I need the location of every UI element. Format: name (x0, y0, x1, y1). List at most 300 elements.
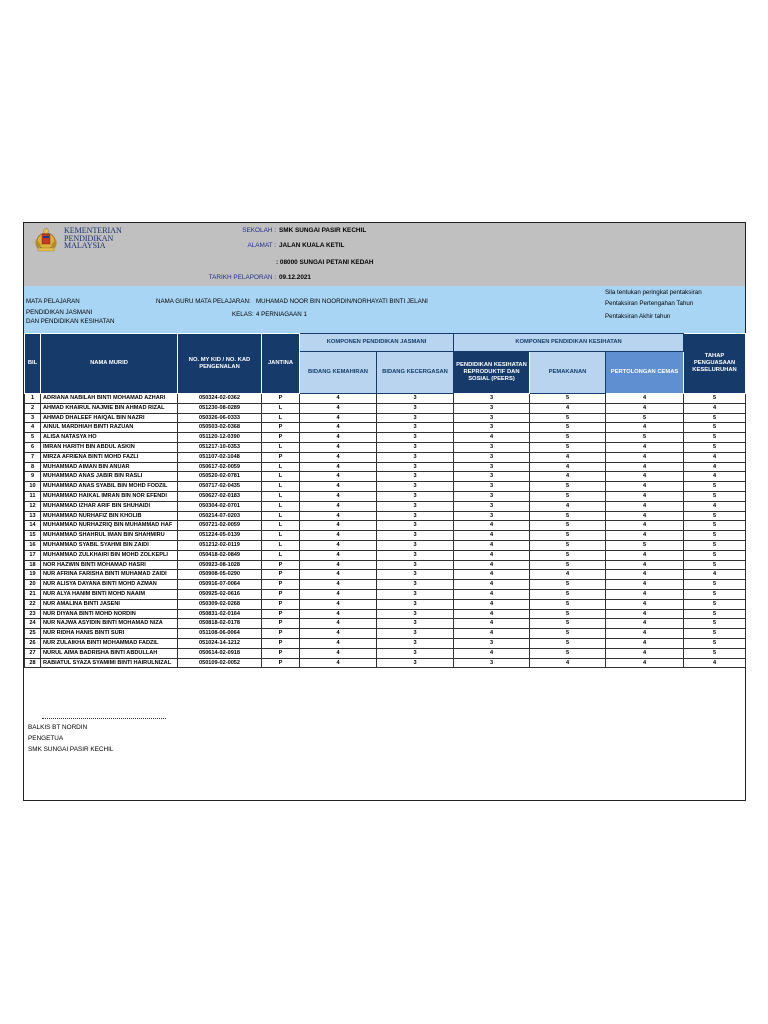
table-cell: 22 (25, 599, 41, 609)
table-cell: 4 (530, 403, 606, 413)
teacher-value: MUHAMAD NOOR BIN NOORDIN/NORHAYATI BINTI JELANI (256, 298, 428, 305)
table-row (25, 394, 746, 404)
table-cell: 5 (684, 433, 746, 443)
table-cell: 5 (530, 609, 606, 619)
table-cell: 050614-02-0918 (178, 648, 262, 658)
table-cell: 050721-02-0059 (178, 521, 262, 531)
table-cell: 5 (530, 580, 606, 590)
table-cell: NUR ALYA HANIM BINTI MOHD NAAIM (41, 589, 178, 599)
table-cell: 4 (300, 589, 377, 599)
table-cell: 3 (377, 638, 454, 648)
table-cell: P (262, 423, 300, 433)
table-cell: 5 (530, 491, 606, 501)
table-cell: 5 (684, 423, 746, 433)
table-row (25, 638, 746, 648)
table-cell: MUHAMMAD HAIKAL IMRAN BIN NOR EFENDI (41, 491, 178, 501)
table-cell: 4 (300, 570, 377, 580)
table-cell: 5 (684, 540, 746, 550)
table-cell: 4 (606, 648, 684, 658)
table-cell: 5 (684, 609, 746, 619)
header-group-pj: KOMPONEN PENDIDIKAN JASMANI (300, 334, 454, 352)
table-cell: 4 (530, 658, 606, 668)
table-cell: 23 (25, 609, 41, 619)
table-cell: 4 (454, 580, 530, 590)
table-cell: 4 (300, 452, 377, 462)
table-cell: 4 (606, 472, 684, 482)
table-cell: 4 (606, 521, 684, 531)
table-cell: P (262, 638, 300, 648)
table-cell: 4 (300, 501, 377, 511)
table-cell: 10 (25, 482, 41, 492)
header-tahap: TAHAP PENGUASAAN KESELURUHAN (684, 334, 746, 394)
table-cell: 4 (684, 501, 746, 511)
table-cell: P (262, 609, 300, 619)
table-cell: L (262, 491, 300, 501)
table-cell: 4 (454, 521, 530, 531)
assessment-option-mid-year[interactable]: Pentaksiran Pertengahan Tahun (605, 300, 694, 307)
table-cell: 5 (684, 413, 746, 423)
table-cell: 051212-02-0119 (178, 540, 262, 550)
table-cell: 7 (25, 452, 41, 462)
table-cell: AHMAD DHALEEF HAIQAL BIN NAZRI (41, 413, 178, 423)
table-cell: 4 (300, 619, 377, 629)
table-cell: 3 (377, 540, 454, 550)
table-cell: RABIATUL SYAZA SYAMIMI BINTI HAIRULNIZAL (41, 658, 178, 668)
table-cell: 18 (25, 560, 41, 570)
table-cell: 5 (684, 629, 746, 639)
table-cell: 5 (684, 619, 746, 629)
table-cell: 051024-14-1212 (178, 638, 262, 648)
table-cell: 27 (25, 648, 41, 658)
table-cell: 4 (454, 648, 530, 658)
table-cell: 4 (454, 433, 530, 443)
table-cell: 4 (530, 501, 606, 511)
table-cell: 4 (454, 609, 530, 619)
table-cell: 5 (684, 560, 746, 570)
table-cell: 050304-02-0701 (178, 501, 262, 511)
ministry-name: KEMENTERIAN PENDIDIKAN MALAYSIA (64, 226, 122, 251)
table-cell: 5 (684, 589, 746, 599)
table-cell: 5 (684, 599, 746, 609)
table-cell: P (262, 599, 300, 609)
table-cell: 12 (25, 501, 41, 511)
table-cell: 5 (530, 540, 606, 550)
table-cell: 5 (684, 638, 746, 648)
table-body (25, 394, 746, 668)
table-row (25, 619, 746, 629)
table-cell: 4 (606, 589, 684, 599)
table-cell: P (262, 619, 300, 629)
table-cell: 3 (454, 501, 530, 511)
table-cell: 4 (606, 403, 684, 413)
table-cell: 3 (377, 462, 454, 472)
table-cell: 5 (684, 648, 746, 658)
table-cell: 3 (377, 609, 454, 619)
table-cell: 3 (377, 658, 454, 668)
table-cell: 4 (454, 570, 530, 580)
subject-line-2: PENDIDIKAN JASMANI (26, 309, 93, 316)
table-cell: 4 (454, 531, 530, 541)
table-cell: 4 (606, 452, 684, 462)
table-cell: 11 (25, 491, 41, 501)
header-nama: NAMA MURID (41, 334, 178, 394)
table-cell: 3 (454, 413, 530, 423)
table-cell: 3 (377, 531, 454, 541)
table-cell: 051217-10-0353 (178, 442, 262, 452)
table-cell: MIRZA AFRIENA BINTI MOHD FAZLI (41, 452, 178, 462)
student-results-table (24, 333, 746, 668)
table-cell: 4 (454, 589, 530, 599)
table-row (25, 589, 746, 599)
table-cell: 4 (606, 609, 684, 619)
table-cell: 5 (530, 619, 606, 629)
sekolah-value: SMK SUNGAI PASIR KECHIL (279, 227, 367, 234)
table-row (25, 531, 746, 541)
table-cell: L (262, 482, 300, 492)
table-cell: P (262, 648, 300, 658)
alamat-line-1: JALAN KUALA KETIL (279, 242, 345, 249)
table-cell: IMRAN HARITH BIN ABDUL ASKIN (41, 442, 178, 452)
table-cell: 4 (606, 550, 684, 560)
tarikh-label: TARIKH PELAPORAN : (208, 274, 276, 281)
table-cell: 3 (377, 501, 454, 511)
table-cell: 4 (684, 403, 746, 413)
table-cell: 5 (606, 413, 684, 423)
table-cell: 4 (300, 442, 377, 452)
table-cell: 5 (684, 511, 746, 521)
table-cell: 5 (530, 423, 606, 433)
table-cell: 3 (454, 638, 530, 648)
table-row (25, 403, 746, 413)
table-row (25, 560, 746, 570)
table-cell: 4 (606, 511, 684, 521)
table-cell: NUR ZULAIKHA BINTI MOHAMMAD FADZIL (41, 638, 178, 648)
table-cell: 4 (300, 433, 377, 443)
table-cell: 4 (300, 462, 377, 472)
table-cell: 050617-02-0059 (178, 462, 262, 472)
header-kecergasan: BIDANG KECERGASAN (377, 352, 454, 394)
info-band (24, 286, 745, 333)
table-cell: 25 (25, 629, 41, 639)
table-cell: L (262, 550, 300, 560)
table-cell: 3 (454, 423, 530, 433)
table-cell: 4 (606, 599, 684, 609)
table-cell: NURUL AIMA BADRISHA BINTI ABDULLAH (41, 648, 178, 658)
table-row (25, 442, 746, 452)
table-cell: P (262, 658, 300, 668)
table-cell: 13 (25, 511, 41, 521)
table-cell: 19 (25, 570, 41, 580)
table-cell: MUHAMMAD SYABIL SYAHMI BIN ZAIDI (41, 540, 178, 550)
table-row (25, 491, 746, 501)
table-cell: L (262, 462, 300, 472)
table-row (25, 462, 746, 472)
kelas-label: KELAS: (232, 311, 254, 318)
sekolah-label: SEKOLAH : (242, 227, 276, 234)
table-cell: 2 (25, 403, 41, 413)
subject-line-3: DAN PENDIDIKAN KESIHATAN (26, 318, 115, 325)
header-bil: BIL (25, 334, 41, 394)
table-cell: 5 (530, 648, 606, 658)
table-cell: 3 (454, 482, 530, 492)
table-cell: 3 (377, 394, 454, 404)
assessment-option-final[interactable]: Pentaksiran Akhir tahun (605, 313, 671, 320)
table-cell: 3 (377, 589, 454, 599)
table-cell: P (262, 394, 300, 404)
alamat-line-2: : 08000 SUNGAI PETANI KEDAH (276, 259, 374, 266)
table-row (25, 433, 746, 443)
table-cell: 5 (684, 442, 746, 452)
table-cell: 3 (377, 442, 454, 452)
table-row (25, 423, 746, 433)
table-cell: 050923-08-1028 (178, 560, 262, 570)
table-row (25, 580, 746, 590)
table-cell: 4 (606, 638, 684, 648)
table-cell: 4 (300, 609, 377, 619)
table-cell: 3 (454, 658, 530, 668)
table-cell: 5 (684, 550, 746, 560)
header-kemahiran: BIDANG KEMAHIRAN (300, 352, 377, 394)
table-cell: NUR RIDHA HANIS BINTI SURI (41, 629, 178, 639)
table-cell: 3 (377, 472, 454, 482)
table-cell: MUHAMMAD NURHAFIZ BIN KHOLIB (41, 511, 178, 521)
table-cell: 4 (530, 452, 606, 462)
table-cell: L (262, 531, 300, 541)
table-cell: 5 (684, 531, 746, 541)
table-cell: 3 (454, 511, 530, 521)
table-cell: 050717-02-0435 (178, 482, 262, 492)
table-cell: 4 (300, 540, 377, 550)
table-cell: 4 (300, 629, 377, 639)
table-cell: L (262, 501, 300, 511)
table-cell: MUHAMMAD ANAS JABIR BIN RASLI (41, 472, 178, 482)
table-cell: 4 (300, 403, 377, 413)
table-cell: MUHAMMAD NURHAZRIQ BIN MUHAMMAD HAF (41, 521, 178, 531)
table-row (25, 599, 746, 609)
table-cell: 4 (606, 570, 684, 580)
table-cell: 20 (25, 580, 41, 590)
table-cell: 3 (377, 423, 454, 433)
table-cell: 3 (377, 599, 454, 609)
table-cell: 3 (377, 521, 454, 531)
table-cell: 4 (530, 472, 606, 482)
table-cell: P (262, 629, 300, 639)
table-cell: 3 (377, 570, 454, 580)
table-cell: 3 (377, 560, 454, 570)
table-cell: 1 (25, 394, 41, 404)
table-cell: 3 (377, 491, 454, 501)
table-cell: 5 (606, 540, 684, 550)
table-cell: 5 (530, 638, 606, 648)
table-cell: 5 (530, 394, 606, 404)
table-cell: L (262, 521, 300, 531)
table-cell: NUR ALISYA DAYANA BINTI MOHD AZMAN (41, 580, 178, 590)
table-cell: P (262, 580, 300, 590)
table-cell: 4 (300, 491, 377, 501)
table-cell: 28 (25, 658, 41, 668)
table-cell: 3 (377, 619, 454, 629)
signature-title: PENGETUA (28, 735, 64, 742)
table-cell: 14 (25, 521, 41, 531)
table-cell: 4 (300, 521, 377, 531)
table-cell: 5 (530, 599, 606, 609)
table-cell: 4 (606, 658, 684, 668)
table-cell: 24 (25, 619, 41, 629)
table-cell: 4 (300, 658, 377, 668)
table-cell: 051224-05-0139 (178, 531, 262, 541)
table-cell: 050324-02-0362 (178, 394, 262, 404)
table-cell: 5 (684, 482, 746, 492)
table-cell: 051120-12-0390 (178, 433, 262, 443)
table-cell: L (262, 540, 300, 550)
table-cell: L (262, 442, 300, 452)
table-cell: 4 (684, 462, 746, 472)
table-cell: 3 (377, 413, 454, 423)
table-cell: 5 (684, 491, 746, 501)
table-cell: 4 (300, 394, 377, 404)
table-cell: 4 (300, 560, 377, 570)
table-cell: 4 (300, 423, 377, 433)
table-cell: MUHAMMAD SHAHRUL IMAN BIN SHAHMIRU (41, 531, 178, 541)
signature-school: SMK SUNGAI PASIR KECHIL (28, 746, 114, 753)
table-cell: 4 (454, 599, 530, 609)
table-cell: 050418-02-0849 (178, 550, 262, 560)
table-cell: 4 (530, 462, 606, 472)
table-cell: 4 (606, 531, 684, 541)
table-cell: 4 (606, 482, 684, 492)
table-cell: NOR HAZWIN BINTI MOHAMAD HASRI (41, 560, 178, 570)
alamat-label: ALAMAT : (247, 242, 276, 249)
table-cell: 26 (25, 638, 41, 648)
table-cell: 4 (300, 580, 377, 590)
table-row (25, 452, 746, 462)
table-cell: 5 (530, 413, 606, 423)
header-peers: PENDIDIKAN KESIHATAN REPRODUKTIF DAN SOSIAL (PEERS) (454, 352, 530, 394)
signature-name: BALKIS BT NORDIN (28, 724, 88, 731)
table-row (25, 658, 746, 668)
table-cell: 4 (606, 580, 684, 590)
table-cell: 4 (606, 462, 684, 472)
table-cell: 050309-02-0268 (178, 599, 262, 609)
teacher-label: NAMA GURU MATA PELAJARAN: (156, 298, 251, 305)
table-cell: 8 (25, 462, 41, 472)
table-cell: ALISA NATASYA HO (41, 433, 178, 443)
table-cell: 5 (530, 589, 606, 599)
table-cell: 050925-02-0616 (178, 589, 262, 599)
table-cell: AHMAD KHAIRUL NAJMIE BIN AHMAD RIZAL (41, 403, 178, 413)
table-cell: 3 (25, 413, 41, 423)
table-row (25, 482, 746, 492)
table-cell: 4 (300, 413, 377, 423)
table-cell: NUR AMALINA BINTI JASENI (41, 599, 178, 609)
table-cell: 4 (454, 550, 530, 560)
table-cell: 5 (684, 580, 746, 590)
table-cell: P (262, 433, 300, 443)
table-cell: 15 (25, 531, 41, 541)
table-cell: 4 (300, 531, 377, 541)
table-cell: 17 (25, 550, 41, 560)
table-cell: 3 (454, 394, 530, 404)
table-cell: 5 (530, 442, 606, 452)
kelas-value: 4 PERNIAGAAN 1 (256, 311, 307, 318)
table-cell: 4 (300, 648, 377, 658)
table-cell: 050908-05-0290 (178, 570, 262, 580)
table-cell: NUR NAJWA ASYIDIN BINTI MOHAMAD NIZA (41, 619, 178, 629)
table-cell: 050916-07-0064 (178, 580, 262, 590)
table-cell: 051230-08-0289 (178, 403, 262, 413)
table-cell: 4 (454, 629, 530, 639)
table-cell: 5 (684, 521, 746, 531)
table-cell: 050831-02-0164 (178, 609, 262, 619)
table-cell: 4 (300, 482, 377, 492)
table-row (25, 629, 746, 639)
table-cell: P (262, 452, 300, 462)
table-cell: 3 (377, 482, 454, 492)
table-cell: 5 (606, 433, 684, 443)
table-cell: 3 (454, 403, 530, 413)
table-cell: ADRIANA NABILAH BINTI MOHAMAD AZHARI (41, 394, 178, 404)
table-cell: 4 (300, 638, 377, 648)
table-cell: 4 (606, 423, 684, 433)
table-cell: 3 (377, 580, 454, 590)
table-cell: 4 (684, 570, 746, 580)
table-cell: 4 (684, 452, 746, 462)
table-cell: 4 (606, 394, 684, 404)
table-cell: 5 (530, 482, 606, 492)
table-cell: 4 (300, 472, 377, 482)
table-cell: MUHAMMAD IZHAR ARIF BIN SHUHAIDI (41, 501, 178, 511)
tarikh-value: 09.12.2021 (279, 274, 311, 281)
table-cell: 4 (454, 540, 530, 550)
table-cell: 050503-02-0368 (178, 423, 262, 433)
table-cell: 050818-02-0178 (178, 619, 262, 629)
table-cell: 5 (530, 521, 606, 531)
table-cell: 4 (300, 599, 377, 609)
table-cell: 4 (454, 560, 530, 570)
table-row (25, 413, 746, 423)
table-cell: 3 (454, 491, 530, 501)
table-cell: 4 (684, 658, 746, 668)
header-band (24, 223, 745, 286)
table-cell: 4 (606, 629, 684, 639)
header-jantina: JANTINA (262, 334, 300, 394)
table-cell: 4 (606, 442, 684, 452)
table-cell: 3 (454, 462, 530, 472)
table-cell: 3 (377, 511, 454, 521)
table-cell: 21 (25, 589, 41, 599)
table-cell: AINUL MARDHIAH BINTI RAZUAN (41, 423, 178, 433)
table-cell: MUHAMMAD ZULKHAIRI BIN MOHD ZOLKEPLI (41, 550, 178, 560)
table-row (25, 609, 746, 619)
table-row (25, 648, 746, 658)
table-cell: 050520-02-0781 (178, 472, 262, 482)
table-cell: 5 (530, 511, 606, 521)
table-cell: 3 (377, 433, 454, 443)
table-row (25, 540, 746, 550)
table-cell: 6 (25, 442, 41, 452)
subject-line-1: MATA PELAJARAN (26, 298, 80, 305)
table-cell: 050214-07-0203 (178, 511, 262, 521)
table-cell: 5 (530, 531, 606, 541)
table-cell: 5 (25, 433, 41, 443)
table-cell: MUHAMMAD AIMAN BIN ANUAR (41, 462, 178, 472)
table-row (25, 521, 746, 531)
table-cell: 050627-02-0183 (178, 491, 262, 501)
table-cell: 051108-06-0064 (178, 629, 262, 639)
table-row (25, 511, 746, 521)
table-cell: L (262, 472, 300, 482)
table-cell: 4 (606, 491, 684, 501)
